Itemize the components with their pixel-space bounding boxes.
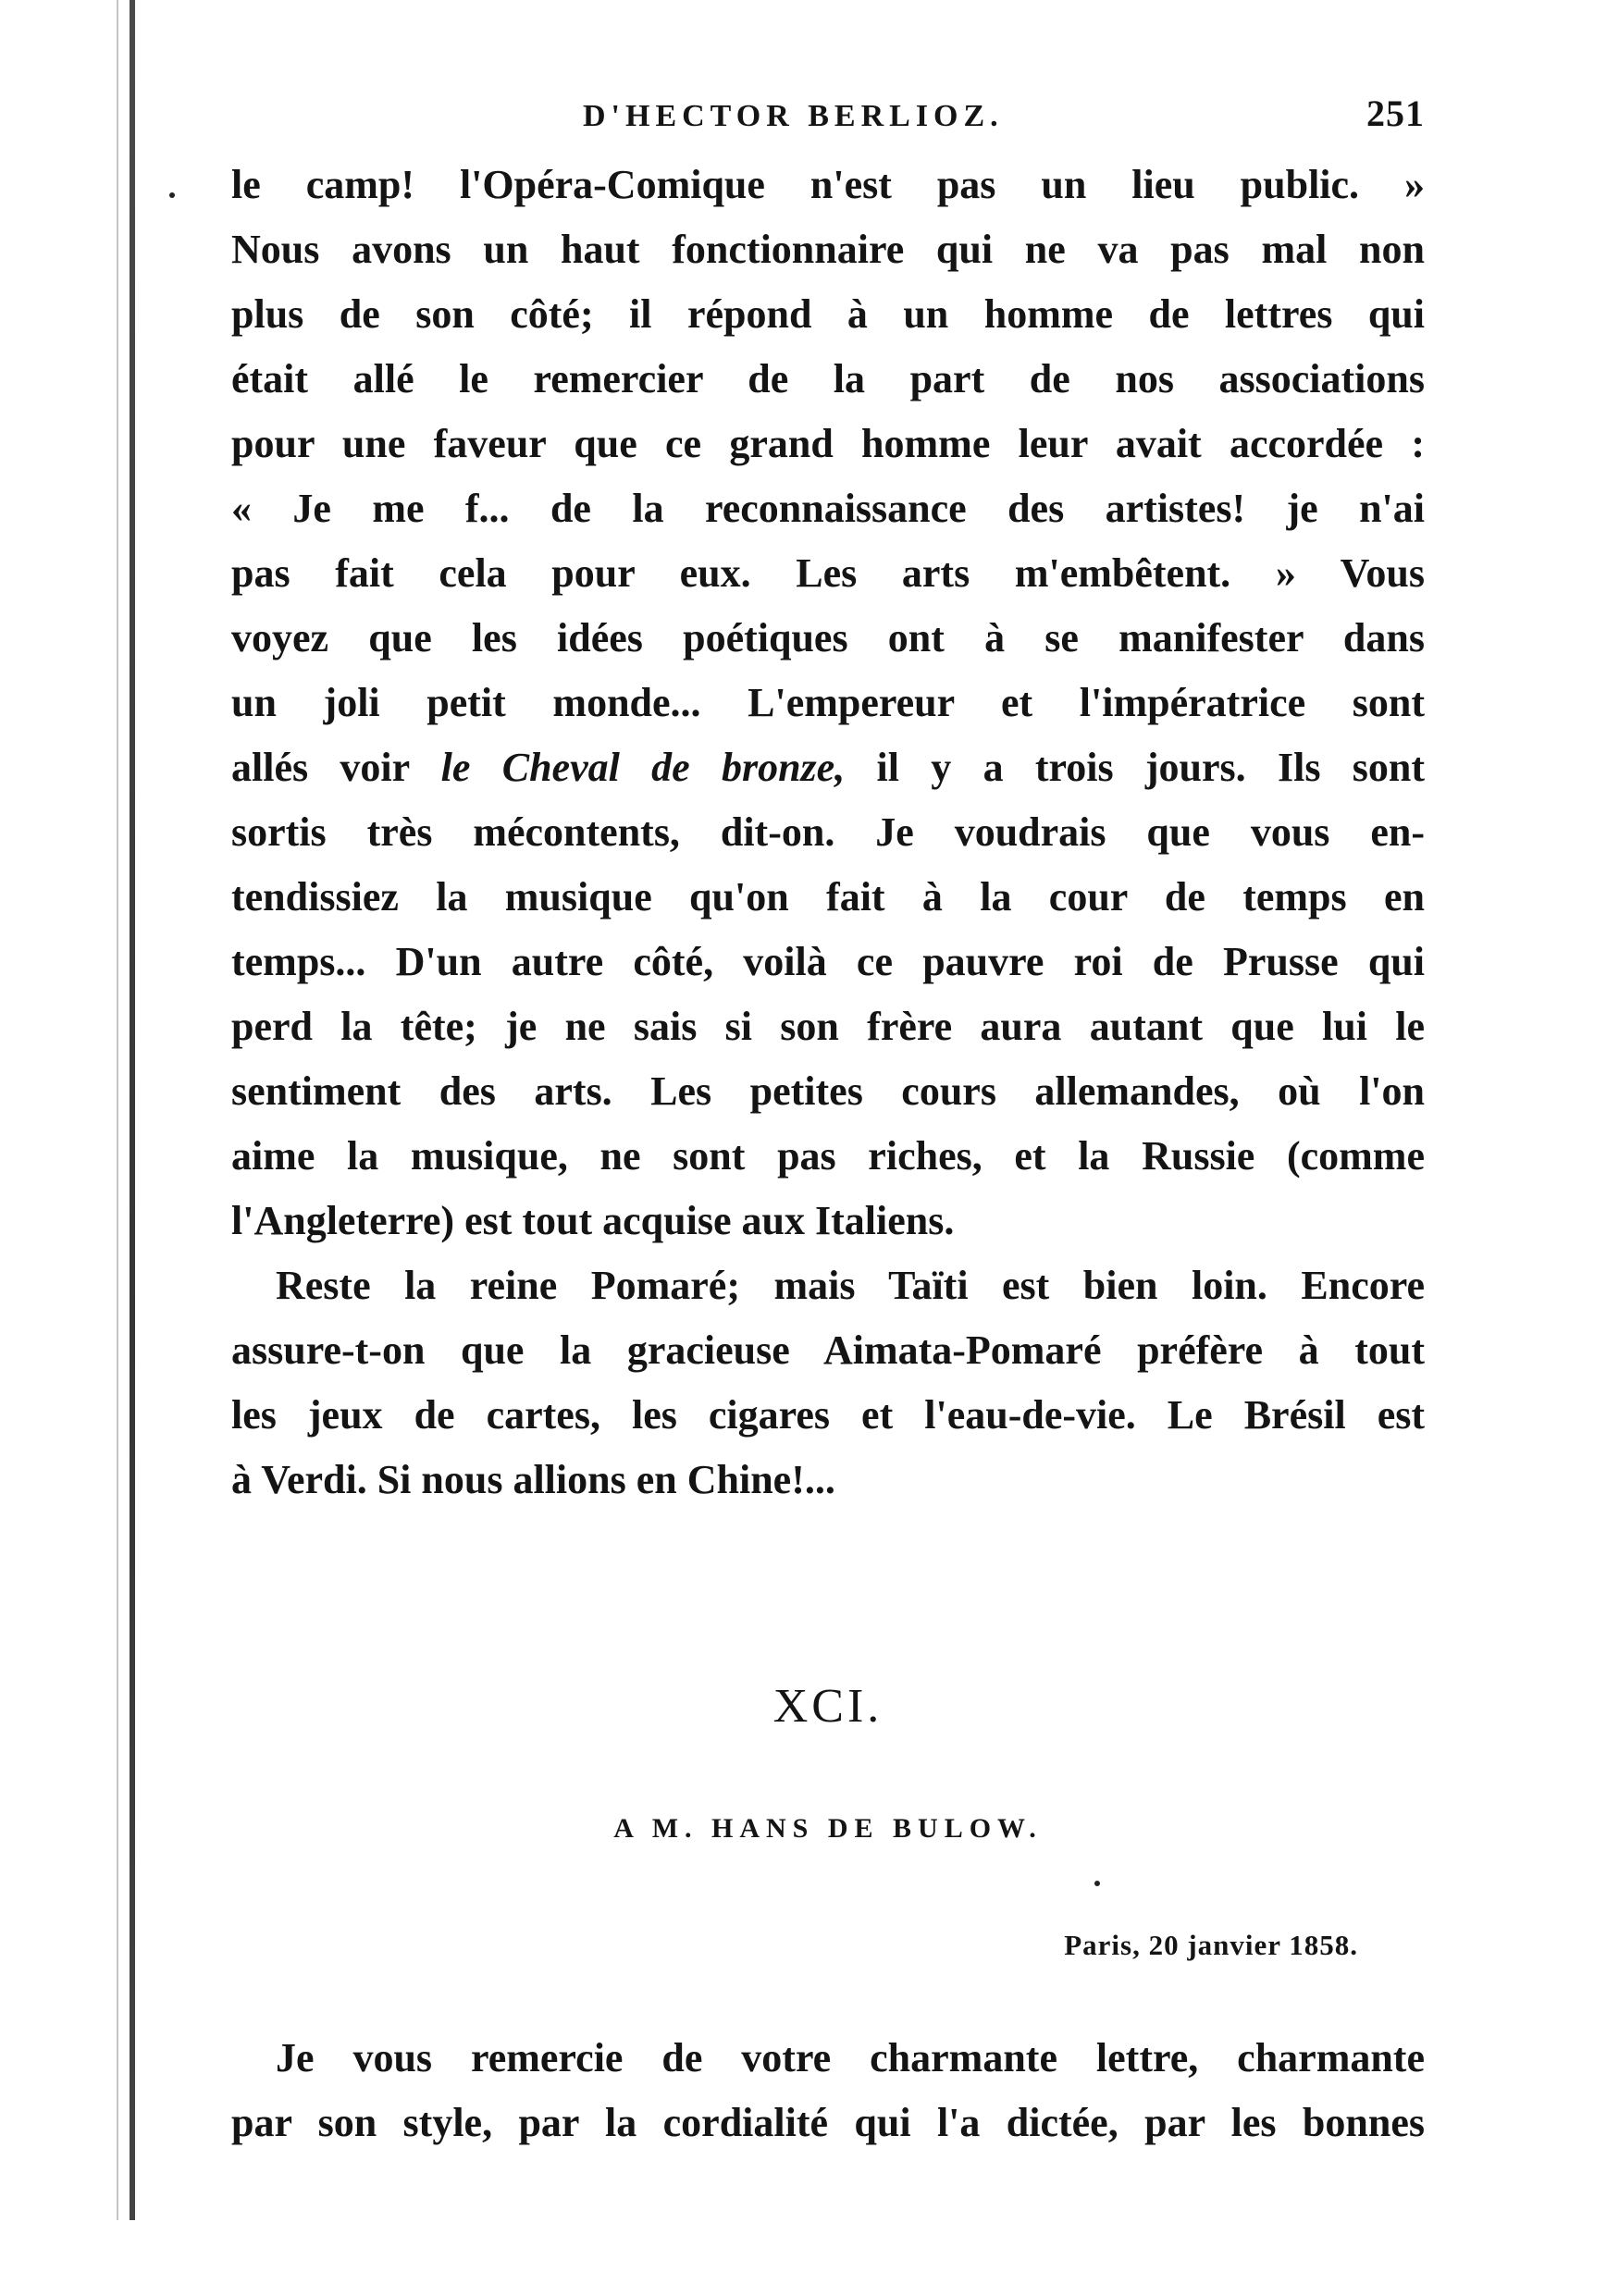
- text-line: un joli petit monde... L'empereur et l'impératrice sont: [231, 680, 1425, 725]
- text-line: pas fait cela pour eux. Les arts m'embêtent. » Vous: [231, 550, 1425, 596]
- print-speck: [1094, 1881, 1100, 1886]
- text-line: à Verdi. Si nous allions en Chine!...: [231, 1457, 835, 1502]
- text-line: sentiment des arts. Les petites cours allemandes, où l'on: [231, 1068, 1425, 1114]
- text-line: l'Angleterre) est tout acquise aux Italiens.: [231, 1198, 955, 1243]
- letter-body: [231, 2026, 1425, 2155]
- letter-addressee: A M. HANS DE BULOW.: [613, 1813, 1043, 1844]
- page-number: 251: [1366, 93, 1425, 134]
- letter-dateline: Paris, 20 janvier 1858.: [1064, 1929, 1358, 1961]
- text-line: temps... D'un autre côté, voilà ce pauvre roi de Prusse qui: [231, 939, 1425, 984]
- text-line: perd la tête; je ne sais si son frère aura autant que lui le: [231, 1004, 1425, 1049]
- text-line: sortis très mécontents, dit-on. Je voudrais que vous en-: [231, 809, 1425, 855]
- text-line: Nous avons un haut fonctionnaire qui ne va pas mal non: [231, 227, 1425, 272]
- section-number: XCI.: [772, 1680, 884, 1733]
- print-speck: [169, 192, 175, 198]
- text-line: Reste la reine Pomaré; mais Taïti est bien loin. Encore: [276, 1263, 1425, 1308]
- binding-shadow-thin: [117, 0, 118, 2220]
- book-page: [231, 88, 1425, 2145]
- text-line: plus de son côté; il répond à un homme de lettres qui: [231, 291, 1425, 337]
- running-head: [231, 88, 1425, 153]
- italic-title: le Cheval de bronze,: [440, 745, 846, 790]
- text-line: était allé le remercier de la part de nos associations: [231, 356, 1425, 401]
- text-line: « Je me f... de la reconnaissance des artistes! je n'ai: [231, 486, 1425, 531]
- paragraph-2: [231, 1253, 1425, 1512]
- running-title: D'HECTOR BERLIOZ.: [583, 99, 1004, 133]
- text-line: aime la musique, ne sont pas riches, et la Russie (comme: [231, 1133, 1425, 1179]
- paragraph-1: [231, 153, 1425, 1253]
- text-line: pour une faveur que ce grand homme leur avait accordée :: [231, 421, 1425, 466]
- main-text: [231, 153, 1425, 1512]
- text-line: les jeux de cartes, les cigares et l'eau-de-vie. Le Brésil est: [231, 1392, 1425, 1438]
- text-line: Je vous remercie de votre charmante lettre, charmante: [276, 2035, 1425, 2080]
- text-line-with-italic: allés voir le Cheval de bronze, il y a trois jours. Ils sont: [231, 745, 1425, 790]
- letter-paragraph: [231, 2026, 1425, 2155]
- text-line: le camp! l'Opéra-Comique n'est pas un lieu public. »: [231, 162, 1425, 207]
- text-line: assure-t-on que la gracieuse Aimata-Pomaré préfère à tout: [231, 1327, 1425, 1373]
- text-line: par son style, par la cordialité qui l'a dictée, par les bonnes: [231, 2100, 1425, 2145]
- text-line: tendissiez la musique qu'on fait à la cour de temps en: [231, 874, 1425, 920]
- binding-shadow: [130, 0, 135, 2220]
- text-line: voyez que les idées poétiques ont à se manifester dans: [231, 615, 1425, 660]
